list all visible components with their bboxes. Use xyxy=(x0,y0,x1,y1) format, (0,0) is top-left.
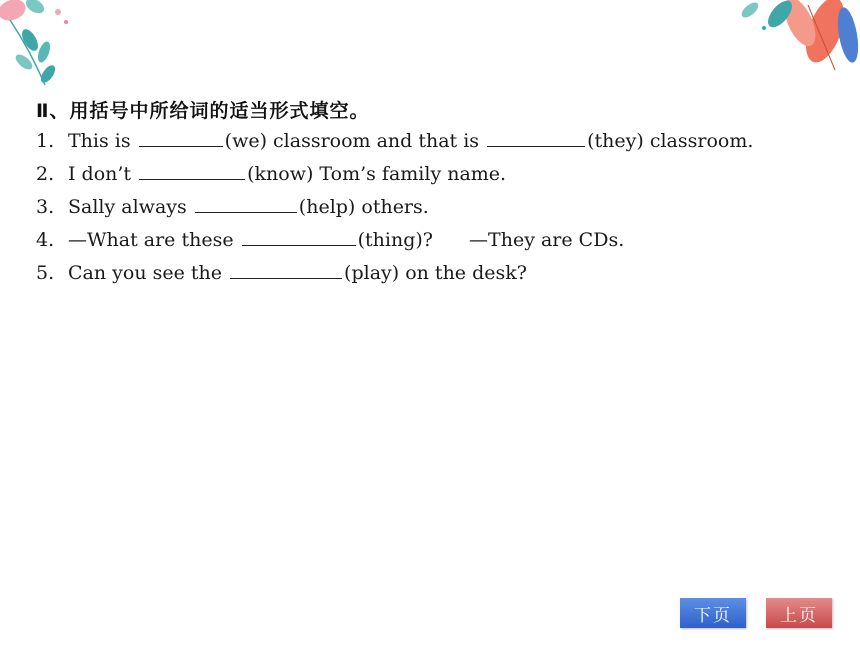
exercise-item-5 xyxy=(36,260,527,284)
answer-blank[interactable] xyxy=(195,194,297,213)
next-page-button[interactable]: 下页 xyxy=(680,598,746,628)
leaf-decoration-icon xyxy=(730,0,860,75)
item-number: 4. xyxy=(36,229,55,251)
answer-blank[interactable] xyxy=(487,128,585,147)
item-number: 1. xyxy=(36,130,55,152)
item-text: I don’t xyxy=(68,163,132,185)
exercise-item-4 xyxy=(36,227,624,251)
exercise-item-1 xyxy=(36,128,753,152)
answer-blank[interactable] xyxy=(242,227,356,246)
item-text: Sally always xyxy=(68,196,187,218)
item-answer-text: —They are CDs. xyxy=(469,229,625,251)
item-text: (help) others. xyxy=(298,196,429,218)
item-text: This is xyxy=(68,130,131,152)
exercise-heading: Ⅱ、用括号中所给词的适当形式填空。 xyxy=(36,100,370,122)
item-text: (thing)? xyxy=(357,229,433,251)
exercise-item-3 xyxy=(36,194,429,218)
answer-blank[interactable] xyxy=(139,128,223,147)
floral-decoration-icon xyxy=(0,0,80,95)
item-text: —What are these xyxy=(68,229,234,251)
answer-blank[interactable] xyxy=(230,260,342,279)
answer-blank[interactable] xyxy=(139,161,245,180)
item-number: 3. xyxy=(36,196,55,218)
item-text: (know) Tom’s family name. xyxy=(247,163,507,185)
item-number: 2. xyxy=(36,163,55,185)
item-number: 5. xyxy=(36,262,55,284)
exercise-item-2 xyxy=(36,161,506,185)
previous-page-button[interactable]: 上页 xyxy=(766,598,832,628)
item-text: (they) classroom. xyxy=(587,130,754,152)
item-text: Can you see the xyxy=(68,262,222,284)
item-text: (we) classroom and that is xyxy=(224,130,480,152)
item-text: (play) on the desk? xyxy=(344,262,527,284)
